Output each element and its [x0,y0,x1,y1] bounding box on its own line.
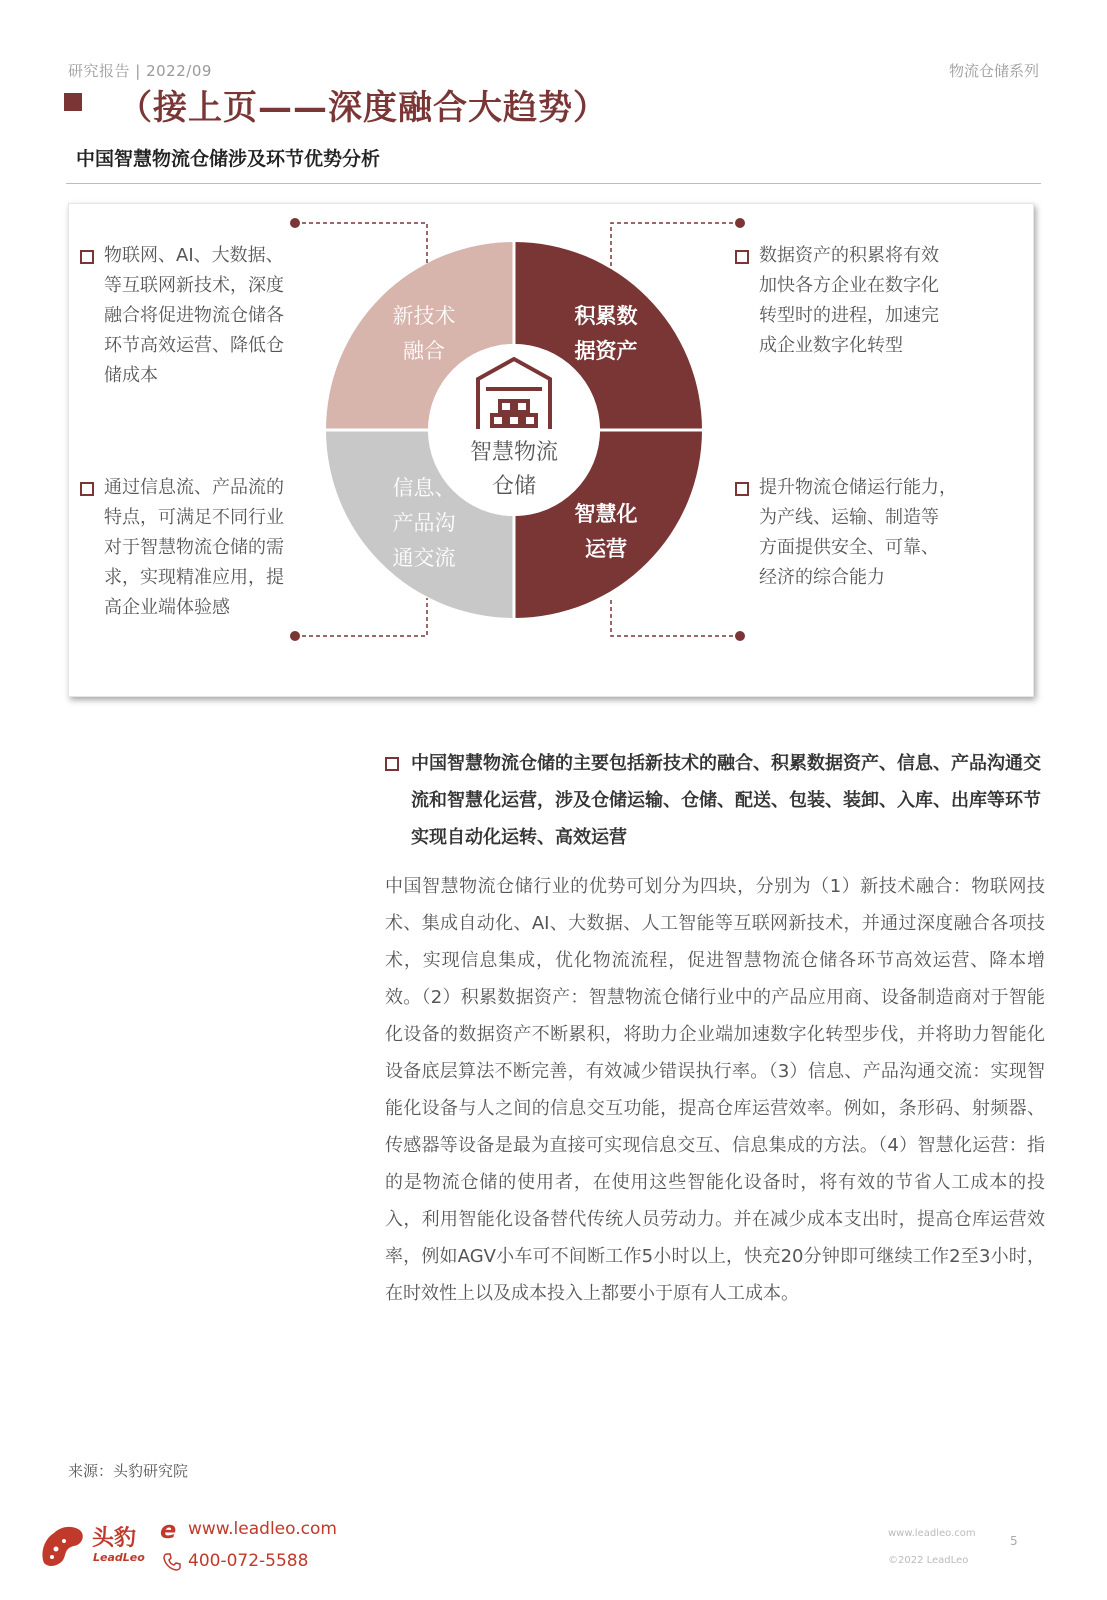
note-bullet [735,250,749,264]
quadrant-label-br-1: 智慧化 [574,502,638,526]
center-label-2: 仓储 [491,474,537,499]
body-paragraph: 中国智慧物流仓储行业的优势可划分为四块，分别为（1）新技术融合：物联网技术、集成自动化、AI、大数据、人工智能等互联网新技术，并通过深度融合各项技术，实现信息集成，优化物流流程，促进智慧物流仓储各环节高效运营、降本增效。（2）积累数据资产：智慧物流仓储行业中的产品应用商、设备制造商对于智能化设备的数据资产不断累积，将助力企业端加速数字化转型步伐，并将助力智能化设备底层算法不断完善，有效减少错误执行率。（3）信息、产品沟通交流：实现智能化设备与人之间的信息交互功能，提高仓库运营效率。例如，条形码、射频器、传感器等设备是最为直接可实现信息交互、信息集成的方法。（4）智慧化运营：指的是物流仓储的使用者，在使用这些智能化设备时，将有效的节省人工成本的投入，利用智能化设备替代传统人员劳动力。并在减少成本支出时，提高仓库运营效率，例如AGV小车可不间断工作5小时以上，快充20分钟即可继续工作2至3小时，在时效性上以及成本投入上都要小于原有人工成本。 [385,876,1045,1304]
web-icon: e [160,1516,177,1544]
quadrant-label-br-2: 运营 [585,537,627,561]
note-bottom-right: 提升物流仓储运行能力， 为产线、运输、制造等 方面提供安全、可靠、 经济的综合能力 [759,477,957,588]
note-top-left: 物联网、AI、大数据、 等互联网新技术，深度 融合将促进物流仓储各 环节高效运营、降低仓 储成本 [104,245,284,386]
quadrant-label-bl-2: 产品沟 [392,511,456,535]
note-bullet [80,482,94,496]
page-number: 5 [1010,1534,1018,1548]
connector-dot [735,631,745,641]
note-top-right: 数据资产的积累将有效 加快各方企业在数字化 转型时的进程，加速完 成企业数字化转型 [759,245,939,356]
series-label: 物流仓储系列 [948,62,1039,80]
report-info: 研究报告 | 2022/09 [68,62,212,80]
connector-bottom-left [295,598,427,636]
summary-text: 中国智慧物流仓储的主要包括新技术的融合、积累数据资产、信息、产品沟通交流和智慧化运营，涉及仓储运输、仓储、配送、包装、装卸、入库、出库等环节实现自动化运转、高效运营 [411,753,1041,848]
title-marker [64,93,82,111]
connector-dot [290,631,300,641]
section-subtitle: 中国智慧物流仓储涉及环节优势分析 [76,148,381,170]
phone-number: 400-072-5588 [188,1551,309,1571]
phone-icon [162,1552,182,1572]
quadrant-label-tl-1: 新技术 [392,304,456,328]
source-note: 来源：头豹研究院 [68,1462,189,1480]
note-bottom-left: 通过信息流、产品流的 特点，可满足不同行业 对于智慧物流仓储的需 求，实现精准应用，提 高企业端体验感 [104,477,284,618]
quadrant-label-tr-2: 据资产 [574,339,638,363]
summary-bullet [385,745,1045,856]
connector-top-left [295,223,427,283]
quadrant-label-bl-1: 信息、 [392,476,456,500]
quadrant-label-bl-3: 通交流 [392,546,456,570]
connector-dot [290,218,300,228]
brand-logo [38,1523,86,1571]
note-bullet [80,250,94,264]
page-title: （接上页——深度融合大趋势） [118,88,608,128]
brand-name-cn: 头豹 [92,1526,137,1551]
center-label-1: 智慧物流 [469,440,559,465]
connector-top-right [611,223,740,283]
quadrant-label-tr-1: 积累数 [574,304,638,328]
footer-site: www.leadleo.com [888,1528,976,1539]
divider [66,183,1041,184]
leopard-icon [38,1523,86,1567]
connector-bottom-right [611,598,740,636]
note-bullet [735,482,749,496]
website-link[interactable]: www.leadleo.com [188,1519,337,1539]
brand-name-en: LeadLeo [93,1551,145,1564]
copyright: ©2022 LeadLeo [888,1555,969,1566]
summary-bullet-box [385,757,399,771]
connector-dot [735,218,745,228]
quadrant-label-tl-2: 融合 [403,339,445,363]
